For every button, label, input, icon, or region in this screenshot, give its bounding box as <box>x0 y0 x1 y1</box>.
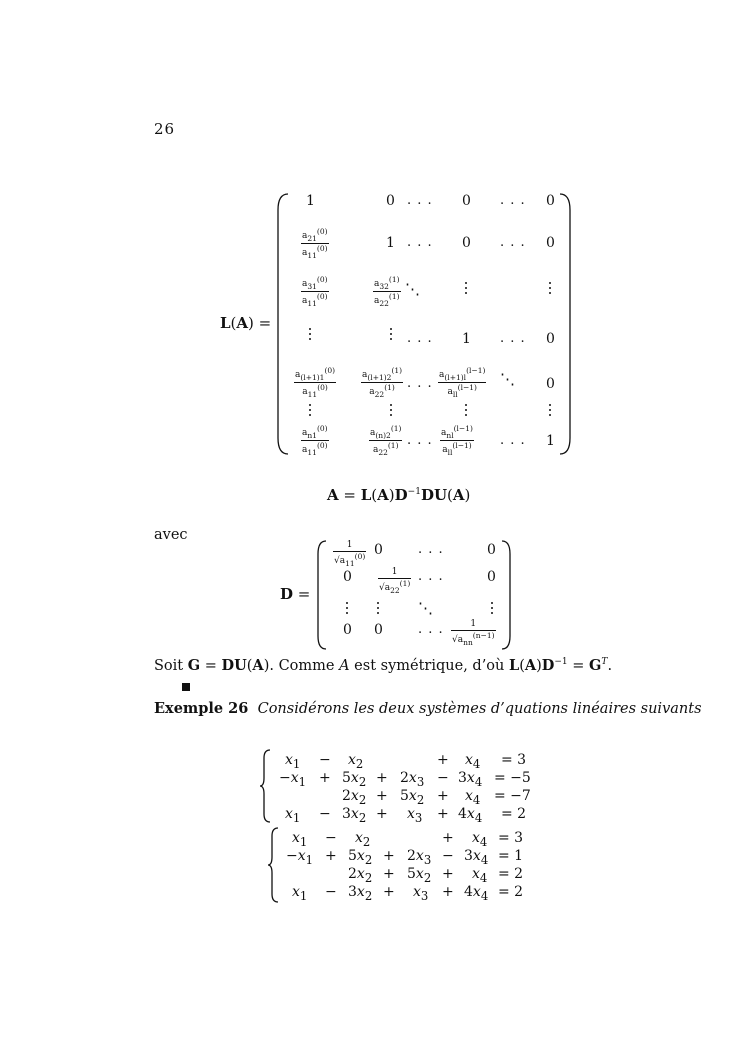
L-r5-c6: 0 <box>546 376 555 392</box>
s1-r3-rhs: = −7 <box>494 788 531 804</box>
D-r2-c1: 0 <box>343 569 352 585</box>
L-r7-c4-fraction: $a_{nl}^{(l-1)}$ $a_{ll}^{(l-1)}$ <box>441 424 473 458</box>
soit-statement: Soit G = DU(A). Comme A est symétrique, d’où $L(A)D^{-1} = G^T$. <box>154 657 613 674</box>
s1-r3-x3: $5x_2$ <box>400 788 425 807</box>
L-r7-c1-fraction: $a_{n1}^{(0)}$ $a_{11}^{(0)}$ <box>302 424 328 458</box>
s2-r3-op3: + <box>442 866 454 882</box>
s2-r1-op3: + <box>442 830 454 846</box>
s2-r4-x3: $x_3$ <box>413 884 429 903</box>
s1-r1-op1: − <box>319 752 331 768</box>
s2-r1-x4: $x_4$ <box>472 830 488 849</box>
L-r4-vdots-c1 <box>309 328 312 343</box>
L-r3-vdots-c4 <box>465 282 468 297</box>
L-r3-c1-fraction: $a_{31}^{(0)}$ $a_{11}^{(0)}$ <box>302 275 328 309</box>
s2-r3-x4: $x_4$ <box>472 866 488 885</box>
s2-r2-op2: + <box>383 848 395 864</box>
L-r1-hdots: . . . <box>407 193 433 208</box>
L-r6-vdots-c2 <box>390 404 393 419</box>
example-heading <box>154 700 702 717</box>
s1-r3-x2: $2x_2$ <box>342 788 367 807</box>
s1-r3-x4: $x_4$ <box>465 788 481 807</box>
D-r2-c4: 0 <box>487 569 496 585</box>
D-r3-vdots-c4 <box>491 602 494 617</box>
s1-r4-x4: $4x_4$ <box>458 806 483 825</box>
s2-r1-x2: $x_2$ <box>355 830 371 849</box>
s2-r3-x2: $2x_2$ <box>348 866 373 885</box>
L-r2-hdots: . . . <box>407 235 433 250</box>
s2-r4-x4: $4x_4$ <box>464 884 489 903</box>
D-r4-c4-fraction: 1 $√a_{nn}^{(n-1)}$ <box>452 619 495 647</box>
page-number: 26 <box>154 120 176 138</box>
L-r3-c2-fraction: $a_{32}^{(1)}$ $a_{22}^{(1)}$ <box>374 275 400 309</box>
L-r2-c6: 0 <box>546 235 555 251</box>
s1-r3-op2: + <box>376 788 388 804</box>
L-r1-c6: 0 <box>546 193 555 209</box>
s2-r1-x1: $x_1$ <box>292 830 308 849</box>
D-r3-vdots-c2 <box>377 602 380 617</box>
s1-r2-x3: $2x_3$ <box>400 770 425 789</box>
matrix-L-label: L(A) = <box>220 314 272 332</box>
s1-r1-x2: $x_2$ <box>348 752 364 771</box>
D-r1-c4: 0 <box>487 542 496 558</box>
s2-r2-op3: − <box>442 848 454 864</box>
s2-r3-x3: $5x_2$ <box>407 866 432 885</box>
s1-r1-rhs: = 3 <box>501 752 527 768</box>
s2-r4-op2: + <box>383 884 395 900</box>
L-r2-c1-fraction: $a_{21}^{(0)}$ $a_{11}^{(0)}$ <box>302 227 328 261</box>
s2-r2-x2: $5x_2$ <box>348 848 373 867</box>
s1-r2-x2: $5x_2$ <box>342 770 367 789</box>
D-r2-c2-fraction: 1 $√a_{22}^{(1)}$ <box>379 567 411 595</box>
L-r5-c2-fraction: $a_{(l+1)2}^{(1)}$ $a_{22}^{(1)}$ <box>362 366 403 400</box>
L-r1-c2: 0 <box>386 193 395 209</box>
s1-r4-op2: + <box>376 806 388 822</box>
s2-r2-x4: $3x_4$ <box>464 848 489 867</box>
matrix-D-label: D = <box>280 585 311 603</box>
s1-r2-op3: − <box>437 770 449 786</box>
s2-r4-rhs: = 2 <box>498 884 524 900</box>
L-r4-hdots2: . . . <box>500 331 526 346</box>
s1-r2-x4: $3x_4$ <box>458 770 483 789</box>
D-r4-c2: 0 <box>374 622 383 638</box>
example-text: Considérons les deux systèmes d’quations linéaires suivants <box>257 701 702 717</box>
L-r7-hdots2: . . . <box>500 433 526 448</box>
s1-r2-op2: + <box>376 770 388 786</box>
L-r2-hdots2: . . . <box>500 235 526 250</box>
D-r1-hdots: . . . <box>418 542 444 557</box>
s1-r4-op1: − <box>319 806 331 822</box>
L-r1-hdots2: . . . <box>500 193 526 208</box>
s1-r2-x1: $-x_1$ <box>279 770 307 789</box>
equation-A-decomposition: $A = L(A)D^{-1}DU(A)$ <box>327 486 471 504</box>
s2-r4-op1: − <box>325 884 337 900</box>
D-r1-c2: 0 <box>374 542 383 558</box>
s2-r2-rhs: = 1 <box>498 848 524 864</box>
L-r6-vdots-c4 <box>465 404 468 419</box>
s1-r1-x1: $x_1$ <box>285 752 301 771</box>
s2-r1-op1: − <box>325 830 337 846</box>
L-r5-c4-fraction: $a_{(l+1)l}^{(l-1)}$ $a_{ll}^{(l-1)}$ <box>439 366 486 400</box>
L-r4-vdots-c2 <box>390 328 393 343</box>
L-r5-ddots: ⋱ <box>500 370 515 388</box>
s2-r4-x2: $3x_2$ <box>348 884 373 903</box>
s1-r2-op1: + <box>319 770 331 786</box>
s2-r3-op2: + <box>383 866 395 882</box>
L-r1-c1: 1 <box>306 193 315 209</box>
L-r3-vdots-c6 <box>549 282 552 297</box>
L-r3-ddots: ⋱ <box>405 280 420 298</box>
D-r3-ddots: ⋱ <box>418 599 433 617</box>
s2-r2-x1: $-x_1$ <box>286 848 314 867</box>
avec-label: avec <box>154 527 188 543</box>
L-r4-hdots: . . . <box>407 331 433 346</box>
s1-r2-rhs: = −5 <box>494 770 531 786</box>
L-r7-c2-fraction: $a_{(n)2}^{(1)}$ $a_{22}^{(1)}$ <box>370 424 402 458</box>
s1-r4-x2: $3x_2$ <box>342 806 367 825</box>
s1-r4-op3: + <box>437 806 449 822</box>
s2-r3-rhs: = 2 <box>498 866 524 882</box>
L-r1-c4: 0 <box>462 193 471 209</box>
s2-r1-rhs: = 3 <box>498 830 524 846</box>
L-r7-c6: 1 <box>546 433 555 449</box>
D-r4-c1: 0 <box>343 622 352 638</box>
L-r4-c6: 0 <box>546 331 555 347</box>
D-r4-hdots: . . . <box>418 622 444 637</box>
L-r5-c1-fraction: $a_{(l+1)1}^{(0)}$ $a_{11}^{(0)}$ <box>295 366 336 400</box>
s2-r4-x1: $x_1$ <box>292 884 308 903</box>
s2-r2-x3: $2x_3$ <box>407 848 432 867</box>
D-r3-vdots-c1 <box>346 602 349 617</box>
s2-r2-op1: + <box>325 848 337 864</box>
D-r1-c1-fraction: 1 $√a_{11}^{(0)}$ <box>334 540 366 568</box>
system2-brace <box>266 826 282 904</box>
D-r2-hdots: . . . <box>418 569 444 584</box>
qed-square <box>182 683 190 691</box>
s1-r1-x4: $x_4$ <box>465 752 481 771</box>
s2-r4-op3: + <box>442 884 454 900</box>
example-label: Exemple 26 <box>154 700 249 717</box>
system1-brace <box>258 748 274 824</box>
L-r4-c4: 1 <box>462 331 471 347</box>
L-r2-c2: 1 <box>386 235 395 251</box>
s1-r1-op3: + <box>437 752 449 768</box>
s1-r4-x3: $x_3$ <box>407 806 423 825</box>
L-r7-hdots: . . . <box>407 433 433 448</box>
L-r2-c4: 0 <box>462 235 471 251</box>
s1-r4-x1: $x_1$ <box>285 806 301 825</box>
L-r6-vdots-c1 <box>309 404 312 419</box>
s1-r3-op3: + <box>437 788 449 804</box>
L-r6-vdots-c6 <box>549 404 552 419</box>
s1-r4-rhs: = 2 <box>501 806 527 822</box>
L-r5-hdots: . . . <box>407 376 433 391</box>
